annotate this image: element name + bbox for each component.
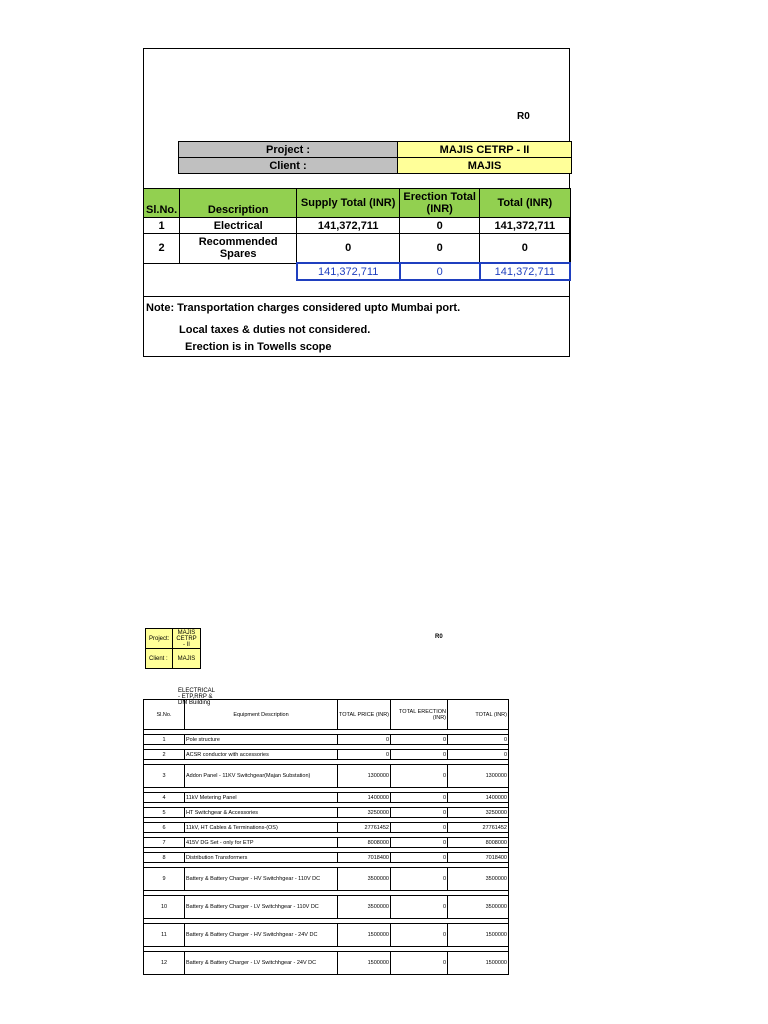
row-erection: 0 xyxy=(391,896,448,919)
header-total-price: TOTAL PRICE (INR) xyxy=(338,700,391,730)
equipment-table xyxy=(143,699,509,975)
totals-erection: 0 xyxy=(400,263,480,280)
summary-header-row xyxy=(144,189,571,218)
header-sl-no: Sl.No. xyxy=(144,189,180,218)
row-erection: 0 xyxy=(400,234,480,264)
row-description: 11kV, HT Cables & Terminations-(OS) xyxy=(185,823,338,833)
row-total: 141,372,711 xyxy=(480,218,570,234)
row-description: Electrical xyxy=(180,218,297,234)
header-sl-no: Sl.No. xyxy=(144,700,185,730)
note-taxes: Local taxes & duties not considered. xyxy=(179,324,371,336)
row-sl: 10 xyxy=(144,896,185,919)
row-sl: 6 xyxy=(144,823,185,833)
header-description: Description xyxy=(180,189,297,218)
revision-label: R0 xyxy=(517,111,530,122)
row-erection: 0 xyxy=(391,808,448,818)
row-description: 415V DG Set - only for ETP xyxy=(185,838,338,848)
header-equipment-description: Equipment Description xyxy=(185,700,338,730)
row-sl: 12 xyxy=(144,952,185,975)
row-price: 8008000 xyxy=(338,838,391,848)
table-row xyxy=(144,853,509,863)
row-price: 1300000 xyxy=(338,765,391,788)
row-sl: 3 xyxy=(144,765,185,788)
table-row xyxy=(144,735,509,745)
equipment-header-row xyxy=(144,700,509,730)
row-erection: 0 xyxy=(391,765,448,788)
client-label: Client : xyxy=(179,158,398,174)
row-total: 3250000 xyxy=(448,808,509,818)
header-total: Total (INR) xyxy=(480,189,570,218)
project-value: MAJIS CETRP - II xyxy=(398,142,572,158)
note-transport: Note: Transportation charges considered upto Mumbai port. xyxy=(146,302,461,314)
row-price: 7018400 xyxy=(338,853,391,863)
row-price: 27761452 xyxy=(338,823,391,833)
row-supply: 141,372,711 xyxy=(297,218,400,234)
table-row xyxy=(144,896,509,919)
summary-table xyxy=(143,188,571,281)
row-total: 0 xyxy=(448,750,509,760)
row-price: 1500000 xyxy=(338,924,391,947)
row-sl: 7 xyxy=(144,838,185,848)
row-sl: 2 xyxy=(144,234,180,264)
table-row xyxy=(144,218,571,234)
row-total: 1300000 xyxy=(448,765,509,788)
detail-client-label: Client : xyxy=(146,649,173,669)
row-sl: 4 xyxy=(144,793,185,803)
row-description: 11kV Metering Panel xyxy=(185,793,338,803)
row-description: ACSR conductor with accessories xyxy=(185,750,338,760)
row-sl: 1 xyxy=(144,735,185,745)
row-total: 3500000 xyxy=(448,868,509,891)
note-erection: Erection is in Towells scope xyxy=(185,341,332,353)
row-sl: 1 xyxy=(144,218,180,234)
table-row xyxy=(144,823,509,833)
row-erection: 0 xyxy=(391,750,448,760)
header-total: TOTAL (INR) xyxy=(448,700,509,730)
row-supply: 0 xyxy=(297,234,400,264)
row-erection: 0 xyxy=(391,868,448,891)
row-price: 1400000 xyxy=(338,793,391,803)
summary-sheet xyxy=(143,48,570,357)
row-description: Battery & Battery Charger - LV Switchhgear - 110V DC xyxy=(185,896,338,919)
row-sl: 8 xyxy=(144,853,185,863)
row-sl: 11 xyxy=(144,924,185,947)
detail-revision-label: R0 xyxy=(435,634,443,640)
row-total: 0 xyxy=(480,234,570,264)
totals-supply: 141,372,711 xyxy=(297,263,400,280)
table-row xyxy=(144,924,509,947)
header-erection-total: Erection Total (INR) xyxy=(400,189,480,218)
table-row xyxy=(144,765,509,788)
row-price: 3500000 xyxy=(338,896,391,919)
table-row xyxy=(144,952,509,975)
row-erection: 0 xyxy=(391,924,448,947)
header-total-erection: TOTAL ERECTION (INR) xyxy=(391,700,448,730)
table-row xyxy=(144,868,509,891)
table-row xyxy=(144,234,571,264)
row-description: Addon Panel - 11KV Switchgear(Majan Substation) xyxy=(185,765,338,788)
totals-total: 141,372,711 xyxy=(480,263,570,280)
row-description: Pole structure xyxy=(185,735,338,745)
row-description: Recommended Spares xyxy=(180,234,297,264)
row-price: 3500000 xyxy=(338,868,391,891)
row-erection: 0 xyxy=(391,793,448,803)
row-description: Battery & Battery Charger - LV Switchhgear - 24V DC xyxy=(185,952,338,975)
row-description: Battery & Battery Charger - HV Switchhgear - 110V DC xyxy=(185,868,338,891)
row-price: 3250000 xyxy=(338,808,391,818)
row-description: HT Switchgear & Accessories xyxy=(185,808,338,818)
detail-project-table xyxy=(145,628,201,669)
row-total: 1400000 xyxy=(448,793,509,803)
row-price: 0 xyxy=(338,735,391,745)
row-price: 1500000 xyxy=(338,952,391,975)
row-total: 8008000 xyxy=(448,838,509,848)
project-info-table xyxy=(178,141,572,174)
row-description: Distribution Transformers xyxy=(185,853,338,863)
row-total: 3500000 xyxy=(448,896,509,919)
row-total: 27761452 xyxy=(448,823,509,833)
header-supply-total: Supply Total (INR) xyxy=(297,189,400,218)
row-total: 1500000 xyxy=(448,952,509,975)
detail-client-value: MAJIS xyxy=(173,649,200,669)
detail-project-value: MAJIS CETRP - II xyxy=(173,629,200,649)
row-sl: 9 xyxy=(144,868,185,891)
row-erection: 0 xyxy=(391,823,448,833)
row-total: 7018400 xyxy=(448,853,509,863)
project-label: Project : xyxy=(179,142,398,158)
client-value: MAJIS xyxy=(398,158,572,174)
row-price: 0 xyxy=(338,750,391,760)
row-total: 0 xyxy=(448,735,509,745)
row-total: 1500000 xyxy=(448,924,509,947)
table-row xyxy=(144,750,509,760)
row-sl: 2 xyxy=(144,750,185,760)
detail-project-label: Project: xyxy=(146,629,173,649)
row-description: Battery & Battery Charger - HV Switchhgear - 24V DC xyxy=(185,924,338,947)
table-row xyxy=(144,838,509,848)
row-erection: 0 xyxy=(391,838,448,848)
row-erection: 0 xyxy=(391,853,448,863)
totals-blank xyxy=(144,263,297,280)
row-erection: 0 xyxy=(391,735,448,745)
row-erection: 0 xyxy=(391,952,448,975)
totals-row xyxy=(144,263,571,280)
table-row xyxy=(144,808,509,818)
row-erection: 0 xyxy=(400,218,480,234)
section-title: ELECTRICAL - ETP,RRP & DM Building xyxy=(178,688,215,706)
notes-divider xyxy=(144,296,569,297)
table-row xyxy=(144,793,509,803)
row-sl: 5 xyxy=(144,808,185,818)
